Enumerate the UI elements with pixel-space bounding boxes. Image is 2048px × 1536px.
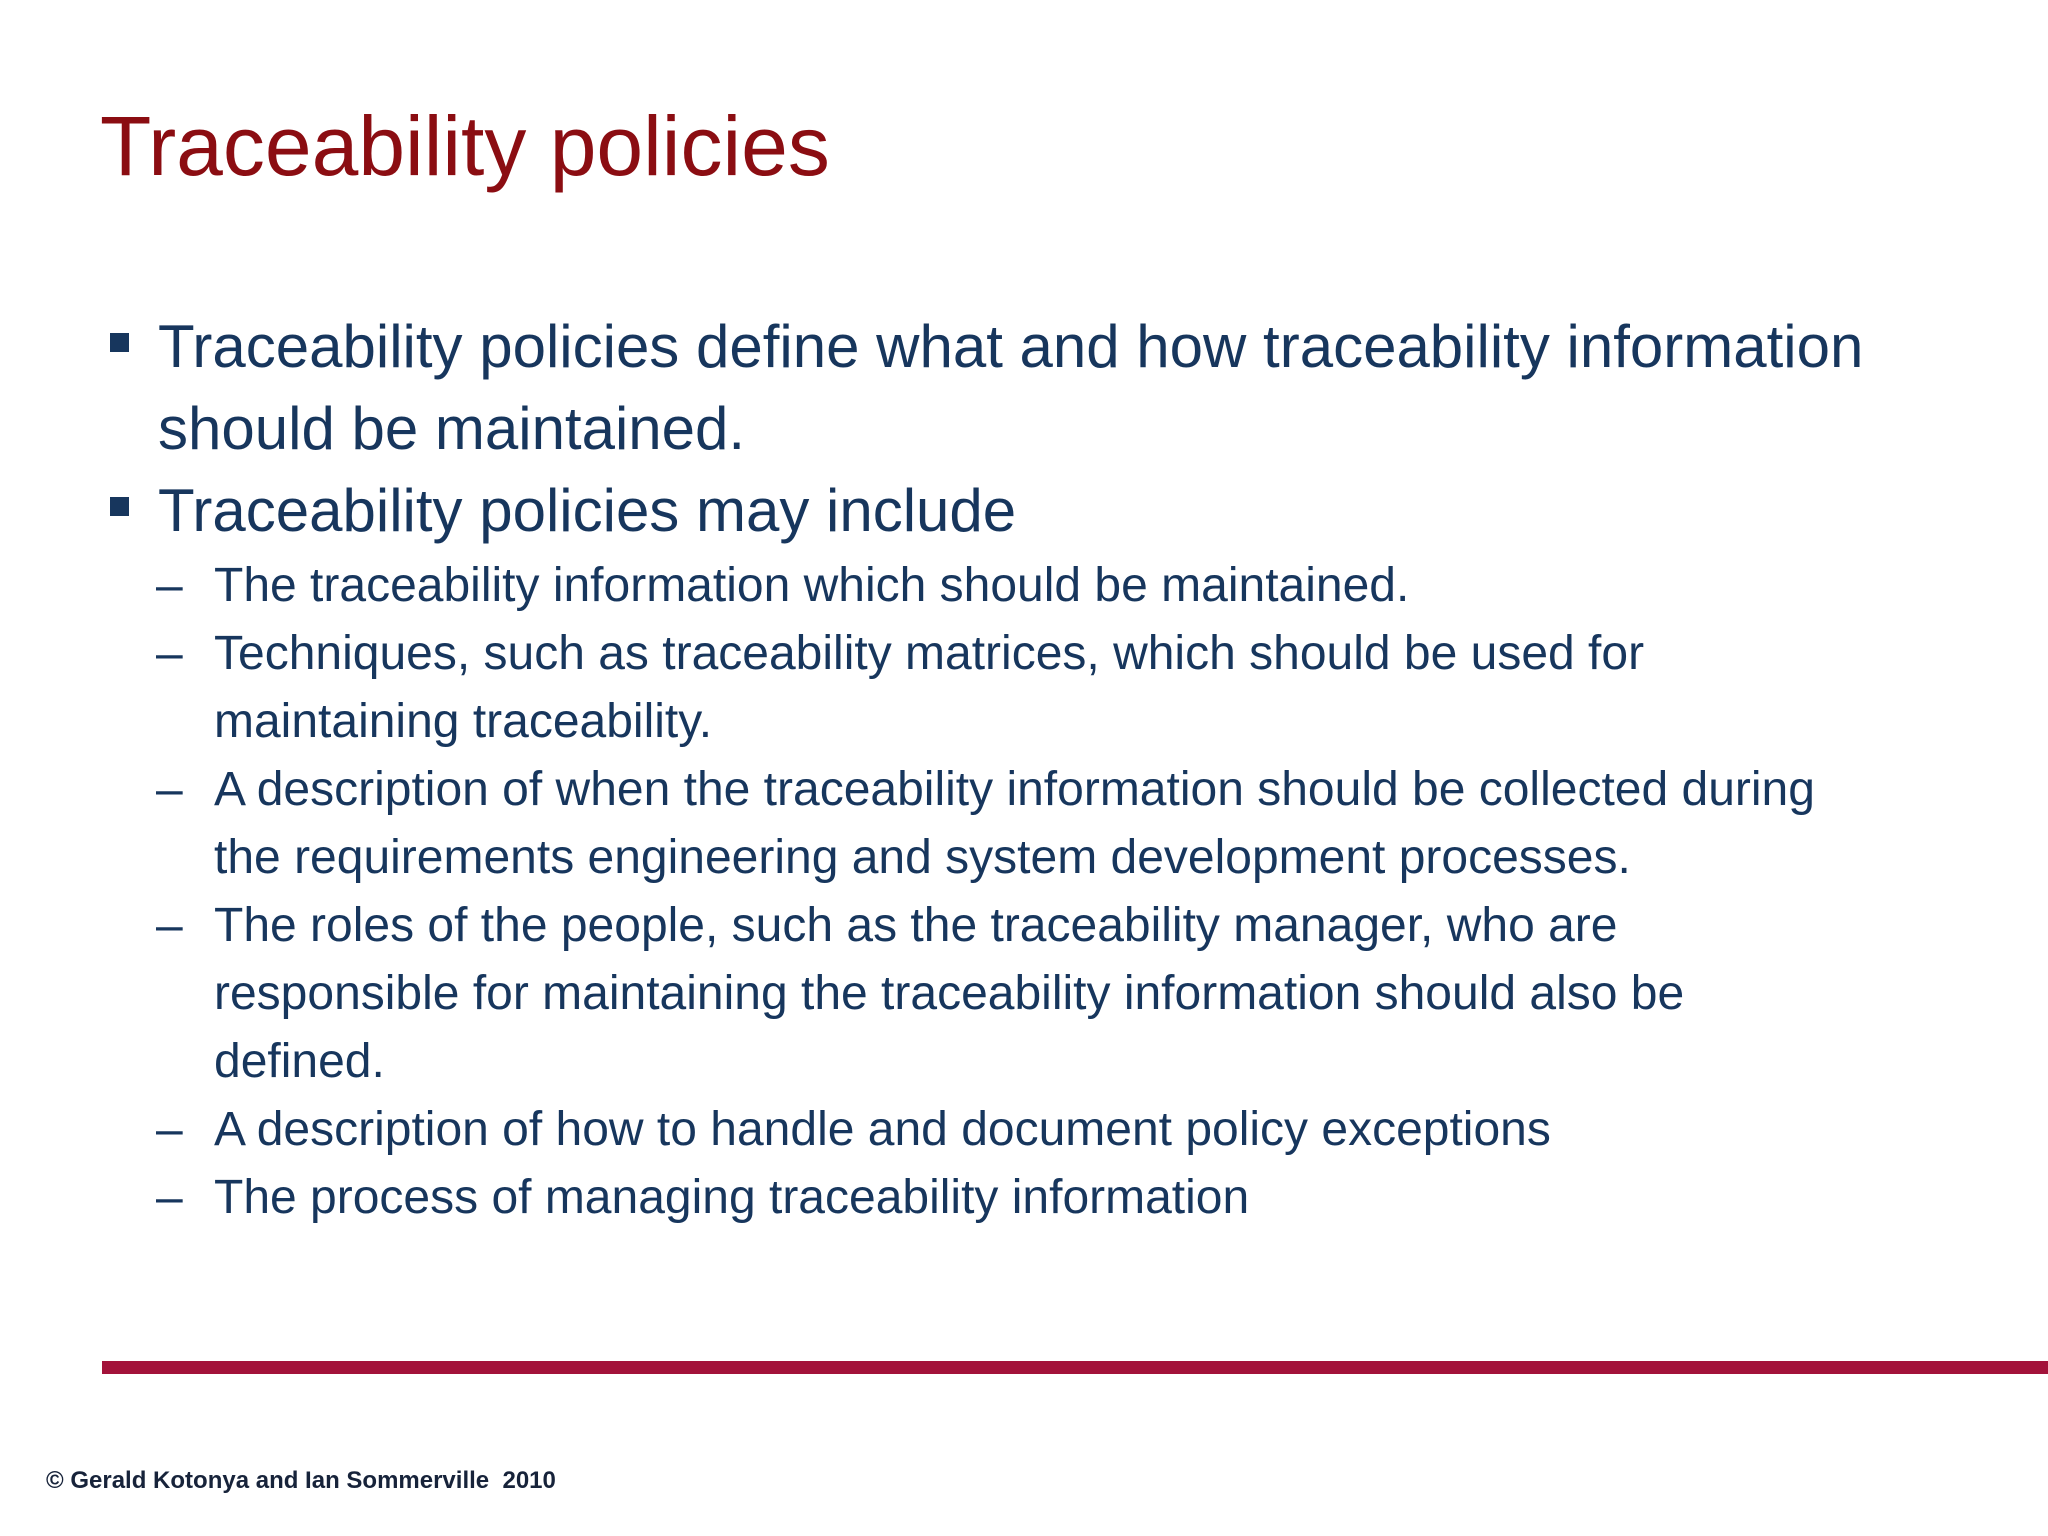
dash-bullet-icon: – bbox=[156, 763, 183, 816]
sub-item-1 bbox=[104, 552, 2004, 620]
sub-item-3 bbox=[104, 756, 2004, 892]
sub-item-4-line-3: defined. bbox=[214, 1035, 385, 1088]
sub-item-2 bbox=[104, 620, 2004, 756]
square-bullet-icon bbox=[110, 333, 129, 352]
dash-bullet-icon: – bbox=[156, 1103, 183, 1156]
sub-item-4-line-1: The roles of the people, such as the traceability manager, who are bbox=[214, 899, 1618, 952]
sub-item-6 bbox=[104, 1164, 2004, 1232]
dash-bullet-icon: – bbox=[156, 899, 183, 952]
footer-divider bbox=[102, 1361, 2048, 1374]
sub-item-2-line-1: Techniques, such as traceability matrices, which should be used for bbox=[214, 627, 1645, 680]
bullet-item-2 bbox=[104, 470, 2004, 552]
sub-item-4-line-2: responsible for maintaining the traceability information should also be bbox=[214, 967, 1685, 1020]
sub-item-4 bbox=[104, 892, 2004, 1096]
sub-item-1-text: The traceability information which should be maintained. bbox=[214, 559, 1410, 612]
copyright-footer: © Gerald Kotonya and Ian Sommerville 2010 bbox=[46, 1467, 556, 1494]
bullet-item-1-line-2: should be maintained. bbox=[158, 395, 746, 462]
bullet-item-1 bbox=[104, 306, 2004, 470]
sub-item-2-line-2: maintaining traceability. bbox=[214, 695, 713, 748]
sub-item-5-text: A description of how to handle and document policy exceptions bbox=[214, 1103, 1551, 1156]
dash-bullet-icon: – bbox=[156, 1171, 183, 1224]
slide-title: Traceability policies bbox=[100, 99, 830, 193]
slide-body bbox=[104, 306, 2004, 1232]
dash-bullet-icon: – bbox=[156, 559, 183, 612]
bullet-item-1-line-1: Traceability policies define what and how traceability information bbox=[158, 313, 1864, 380]
dash-bullet-icon: – bbox=[156, 627, 183, 680]
sub-item-5 bbox=[104, 1096, 2004, 1164]
sub-item-3-line-2: the requirements engineering and system development processes. bbox=[214, 831, 1631, 884]
sub-item-3-line-1: A description of when the traceability information should be collected during bbox=[214, 763, 1815, 816]
sub-item-6-text: The process of managing traceability information bbox=[214, 1171, 1250, 1224]
bullet-item-2-text: Traceability policies may include bbox=[158, 477, 1017, 544]
square-bullet-icon bbox=[110, 497, 129, 516]
